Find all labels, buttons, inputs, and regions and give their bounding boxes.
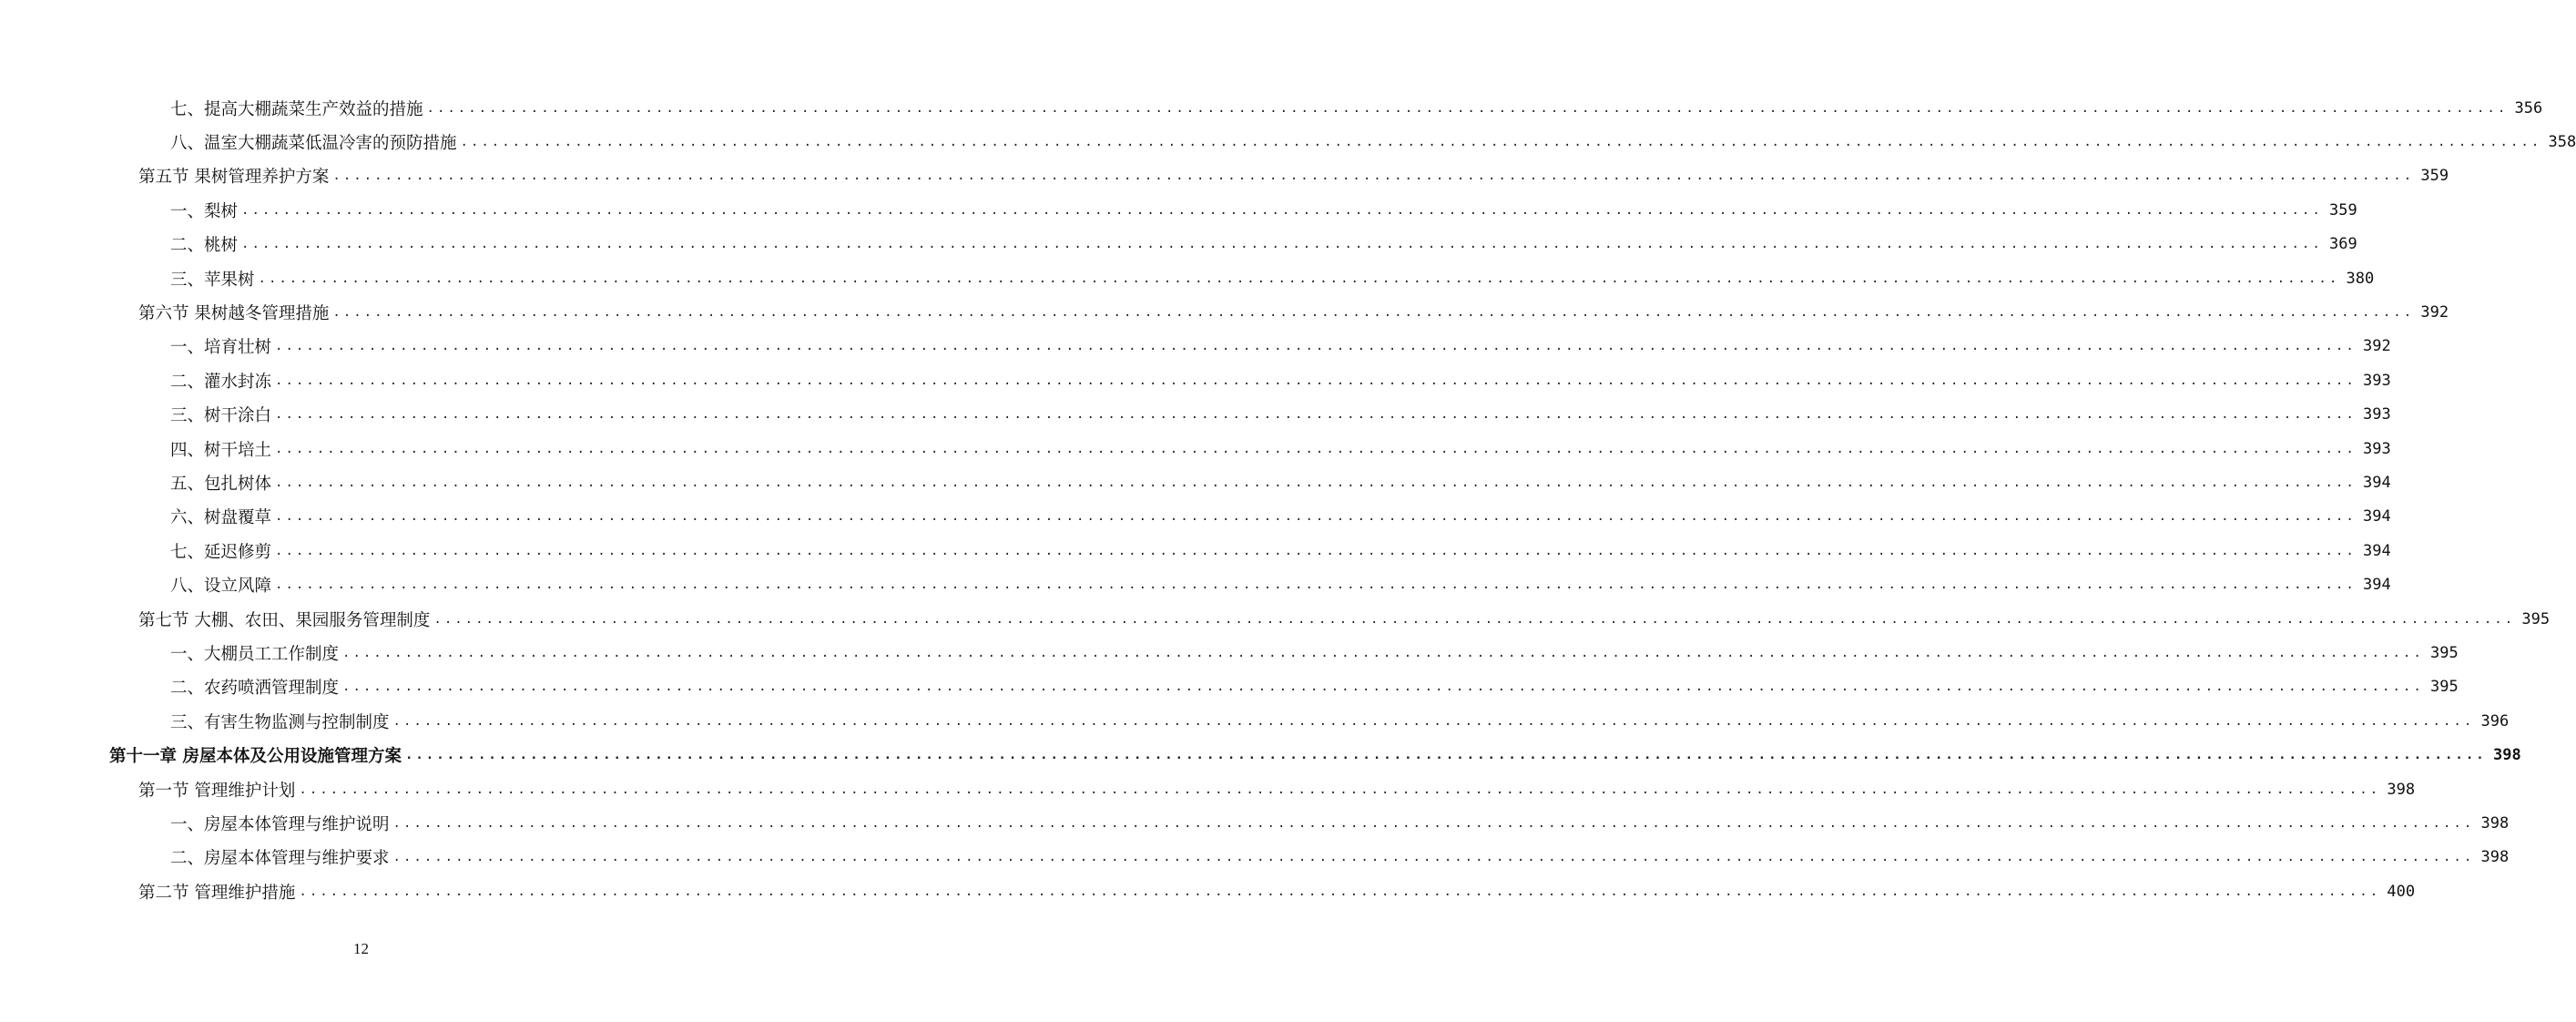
toc-entry-title: 七、延迟修剪 (170, 539, 275, 563)
toc-entry-title: 四、树干培土 (170, 437, 275, 461)
toc-entry-page: 396 (2480, 711, 2510, 731)
toc-entry-page: 359 (2420, 167, 2449, 186)
toc-entry[interactable] (0, 841, 2510, 874)
toc-entry-title: 一、房屋本体管理与维护说明 (170, 812, 393, 835)
toc-entry-page: 394 (2363, 576, 2391, 595)
toc-entry-title: 第六节 果树越冬管理措施 (138, 301, 332, 324)
toc-entry-title: 第五节 果树管理养护方案 (138, 164, 332, 188)
toc-entry[interactable] (0, 534, 2391, 567)
toc-entry-title: 二、桃树 (170, 232, 241, 256)
toc-entry[interactable] (0, 874, 2416, 908)
toc-entry-title: 一、大棚员工工作制度 (170, 641, 342, 665)
toc-entry[interactable] (0, 500, 2391, 534)
toc-entry[interactable] (0, 806, 2510, 840)
toc-entry[interactable] (0, 398, 2391, 432)
toc-leader-dots: ........................................................................................................................................................................................................ (342, 680, 2424, 695)
toc-entry-title: 第一节 管理维护计划 (138, 778, 299, 802)
page-number-footer: 12 (353, 940, 369, 957)
toc-entry[interactable] (0, 738, 2521, 772)
toc-entry-page: 398 (2480, 848, 2510, 867)
toc-entry-page: 359 (2329, 200, 2357, 220)
toc-leader-dots: ........................................................................................................................................................................................................ (275, 441, 2357, 456)
table-of-contents (0, 91, 2576, 908)
toc-entry-page: 400 (2387, 882, 2416, 901)
toc-entry-page: 395 (2521, 609, 2551, 629)
toc-leader-dots: ........................................................................................................................................................................................................ (433, 611, 2516, 627)
toc-entry-page: 356 (2514, 98, 2543, 118)
toc-entry-page: 394 (2363, 541, 2391, 560)
toc-entry-title: 三、有害生物监测与控制制度 (170, 710, 393, 733)
toc-entry-title: 八、温室大棚蔬菜低温冷害的预防措施 (170, 130, 461, 154)
toc-entry-title: 一、培育壮树 (170, 334, 275, 358)
toc-entry[interactable] (0, 602, 2551, 636)
toc-entry-page: 393 (2363, 439, 2391, 458)
toc-entry-page: 392 (2420, 303, 2449, 322)
toc-leader-dots: ........................................................................................................................................................................................................ (404, 748, 2487, 763)
toc-leader-dots: ........................................................................................................................................................................................................ (392, 815, 2475, 831)
toc-entry-page: 398 (2492, 746, 2521, 765)
toc-entry[interactable] (0, 465, 2391, 499)
toc-entry-title: 第七节 大棚、农田、果园服务管理制度 (138, 608, 433, 631)
toc-entry-page: 380 (2346, 269, 2375, 288)
toc-leader-dots: ........................................................................................................................................................................................................ (299, 782, 2381, 797)
toc-leader-dots: ........................................................................................................................................................................................................ (342, 645, 2424, 660)
toc-leader-dots: ........................................................................................................................................................................................................ (275, 339, 2357, 354)
toc-entry-page: 394 (2363, 473, 2391, 492)
toc-entry[interactable] (0, 636, 2459, 669)
toc-entry-page: 395 (2430, 678, 2459, 697)
toc-leader-dots: ........................................................................................................................................................................................................ (275, 577, 2357, 593)
toc-entry-page: 395 (2430, 643, 2459, 662)
toc-leader-dots: ........................................................................................................................................................................................................ (258, 271, 2340, 286)
toc-entry-page: 369 (2329, 235, 2357, 254)
toc-entry-title: 五、包扎树体 (170, 471, 275, 495)
toc-entry-page: 398 (2387, 780, 2416, 799)
toc-entry[interactable] (0, 261, 2375, 295)
toc-entry[interactable] (0, 193, 2357, 227)
toc-entry[interactable] (0, 330, 2391, 363)
toc-entry-page: 398 (2480, 813, 2510, 833)
toc-leader-dots: ........................................................................................................................................................................................................ (275, 373, 2357, 388)
toc-entry[interactable] (0, 295, 2449, 329)
toc-entry[interactable] (0, 670, 2459, 704)
toc-leader-dots: ........................................................................................................................................................................................................ (275, 475, 2357, 490)
toc-entry-title: 二、房屋本体管理与维护要求 (170, 845, 393, 869)
toc-entry-title: 一、梨树 (170, 199, 241, 222)
toc-entry[interactable] (0, 772, 2416, 806)
toc-entry-title: 第十一章 房屋本体及公用设施管理方案 (109, 743, 405, 767)
toc-entry-title: 八、设立风障 (170, 573, 275, 597)
toc-leader-dots: ........................................................................................................................................................................................................ (241, 202, 2323, 218)
toc-leader-dots: ........................................................................................................................................................................................................ (426, 100, 2509, 116)
toc-entry-title: 三、苹果树 (170, 267, 259, 291)
toc-entry-title: 六、树盘覆草 (170, 505, 275, 528)
toc-leader-dots: ........................................................................................................................................................................................................ (275, 543, 2357, 558)
toc-entry[interactable] (0, 432, 2391, 465)
toc-entry[interactable] (0, 159, 2449, 193)
toc-entry-title: 七、提高大棚蔬菜生产效益的措施 (170, 97, 427, 120)
toc-entry-page: 394 (2363, 507, 2391, 526)
toc-entry-title: 第二节 管理维护措施 (138, 880, 299, 904)
toc-entry[interactable] (0, 567, 2391, 601)
toc-entry[interactable] (0, 704, 2510, 738)
toc-entry[interactable] (0, 91, 2543, 125)
toc-entry-title: 二、灌水封冻 (170, 369, 275, 393)
toc-leader-dots: ........................................................................................................................................................................................................ (299, 884, 2381, 899)
toc-entry[interactable] (0, 125, 2576, 158)
toc-entry[interactable] (0, 228, 2357, 261)
toc-leader-dots: ........................................................................................................................................................................................................ (332, 305, 2415, 321)
toc-entry-page: 393 (2363, 371, 2391, 390)
toc-entry-page: 358 (2548, 133, 2576, 152)
toc-leader-dots: ........................................................................................................................................................................................................ (332, 169, 2415, 184)
toc-entry-title: 三、树干涂白 (170, 403, 275, 426)
toc-entry-page: 393 (2363, 405, 2391, 424)
toc-entry-page: 392 (2363, 337, 2391, 356)
toc-leader-dots: ........................................................................................................................................................................................................ (241, 237, 2323, 252)
toc-leader-dots: ........................................................................................................................................................................................................ (275, 407, 2357, 423)
toc-leader-dots: ........................................................................................................................................................................................................ (275, 509, 2357, 525)
toc-leader-dots: ........................................................................................................................................................................................................ (460, 135, 2542, 150)
toc-leader-dots: ........................................................................................................................................................................................................ (392, 713, 2475, 729)
toc-entry-title: 二、农药喷洒管理制度 (170, 675, 342, 699)
toc-entry[interactable] (0, 363, 2391, 397)
toc-leader-dots: ........................................................................................................................................................................................................ (392, 850, 2475, 865)
